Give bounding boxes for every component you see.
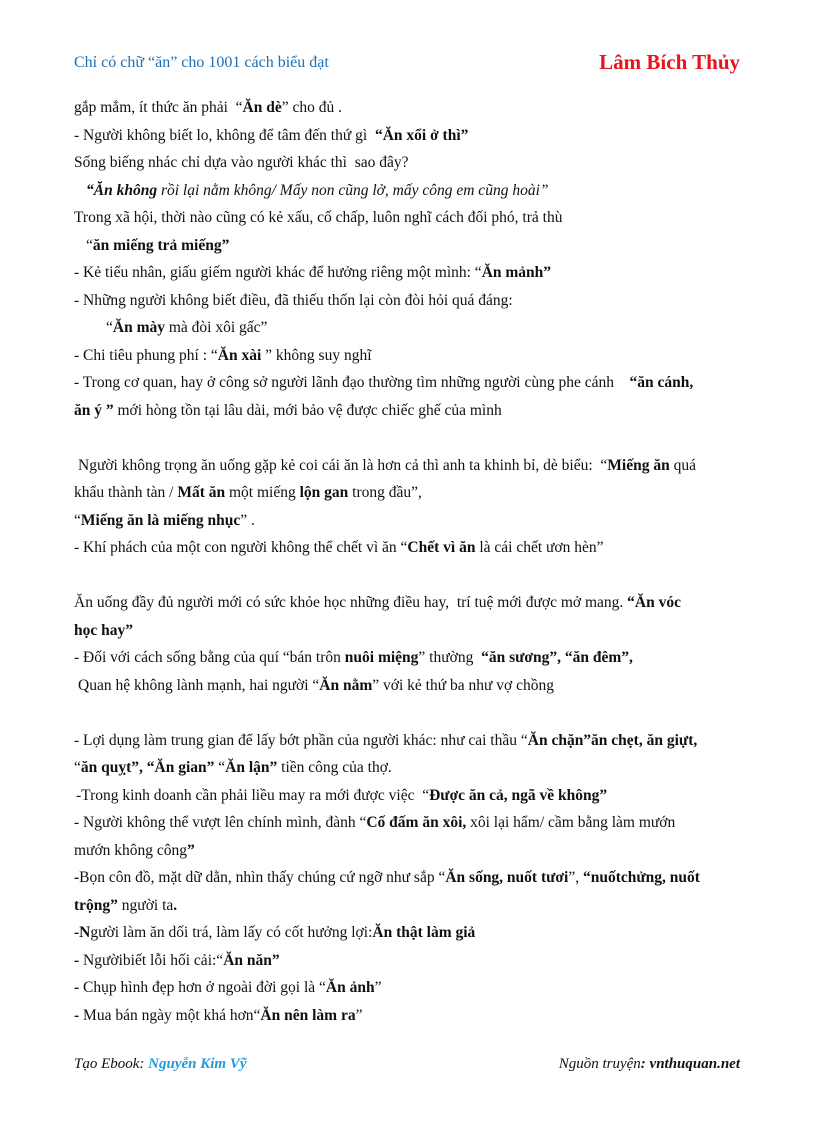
text-segment: “Ăn vóc [627, 594, 681, 611]
text-segment: - Trong cơ quan, hay ở công sở người lãnh đạo thường tìm những người cùng phe cánh [74, 374, 630, 391]
text-segment: trộng” [74, 896, 118, 914]
text-line [74, 754, 744, 782]
text-segment: Ăn thật làm giả [372, 924, 476, 941]
source-site: vnthuquan.net [649, 1056, 740, 1072]
text-segment: Ăn mảnh” [481, 264, 552, 281]
text-segment: Miếng ăn [607, 456, 670, 474]
text-segment: học hay” [74, 621, 133, 639]
text-segment: mà đòi xôi gấc” [165, 319, 268, 336]
text-segment: trong đầu”, [348, 484, 422, 501]
text-segment: Ăn xài [217, 346, 262, 364]
text-segment: ” không suy nghĩ [261, 346, 372, 364]
text-segment: Ăn nằm [319, 676, 373, 694]
text-line [74, 507, 744, 535]
text-segment: Bọn côn đồ, mặt dữ dằn, nhìn thấy chúng cứ ngỡ như sắp “ [79, 869, 446, 886]
text-segment: tiền công của thợ. [277, 759, 392, 776]
text-segment: Ăn ảnh [325, 979, 375, 996]
ebook-credit: Tạo Ebook: Nguyễn Kim Vỹ [74, 1056, 247, 1072]
text-line [74, 479, 744, 507]
text-segment: lộn gan [299, 484, 349, 501]
source-credit: Nguồn truyện: vnthuquan.net [558, 1056, 740, 1072]
text-segment: Ăn dè [242, 99, 282, 116]
text-line [74, 259, 744, 287]
text-segment: ” thường [418, 649, 482, 666]
text-segment: Cố đấm ăn xôi, [366, 814, 467, 831]
text-line [74, 1002, 744, 1030]
text-segment: “ [74, 759, 81, 776]
text-segment: Được ăn cả, ngã về không” [429, 786, 608, 804]
text-segment: - Người không thể vượt lên chính mình, đành “ [74, 814, 367, 831]
text-segment: Chụp hình đẹp hơn ở ngoài đời gọi là “ [79, 979, 326, 996]
text-segment: “ăn cánh, [629, 374, 694, 391]
text-segment: Người không trọng ăn uống gặp kẻ coi cái ăn là hơn cả thì anh ta khinh bỉ, dè biểu: “ [78, 456, 608, 474]
author-name: Lâm Bích Thủy [599, 50, 740, 74]
text-line [74, 342, 744, 370]
text-line [74, 397, 744, 425]
text-segment: - Chi tiêu phung phí : “ [74, 346, 218, 364]
text-segment: Ăn sống, nuốt tươi [445, 869, 569, 886]
text-line [74, 974, 744, 1002]
page-header [74, 50, 742, 78]
text-segment: “ [214, 759, 226, 776]
text-segment: “ăn sương”, “ăn đêm”, [481, 649, 633, 666]
text-segment: Ăn năn” [223, 951, 280, 969]
text-segment: - Kẻ tiểu nhân, giấu giếm người khác để hưởng riêng một mình: “ [74, 264, 482, 281]
text-line [74, 232, 744, 260]
text-line [74, 919, 744, 947]
text-segment: Ăn nên làm ra [260, 1006, 356, 1024]
text-segment: ” cho đủ . [281, 99, 342, 116]
text-line [74, 617, 744, 645]
text-segment: -Trong kinh doanh cần phải liều may ra mới được việc “ [76, 786, 430, 804]
text-line [74, 177, 744, 205]
text-segment: Mất ăn [177, 484, 226, 501]
text-line [74, 149, 744, 177]
document-body [74, 94, 744, 1029]
text-segment: - Đối với cách sống bằng của quí “bán trôn [74, 649, 345, 666]
text-line [74, 782, 744, 810]
text-segment: Chết vì ăn [407, 539, 476, 556]
text-segment: - Lợi dụng làm trung gian để lấy bớt phần của người khác: như cai thầu “ [74, 731, 528, 749]
text-segment: ” . [240, 511, 255, 529]
text-segment: - Những người không biết điều, đã thiếu thốn lại còn đòi hỏi quá đáng: [74, 291, 513, 309]
text-line [74, 452, 744, 480]
text-segment: nuôi miệng [344, 649, 419, 666]
text-line [74, 122, 744, 150]
text-segment: - Người không biết lo, không để tâm đến thứ gì [74, 126, 375, 144]
text-segment: Miếng ăn là miếng nhục [80, 511, 241, 529]
text-line [74, 864, 744, 892]
text-segment: - [74, 979, 80, 996]
text-segment: mới hòng tồn tại lâu dài, mới bảo vệ được chiếc ghế của mình [113, 401, 502, 419]
text-segment: “Ăn xổi ở thì” [374, 126, 469, 144]
text-line [74, 204, 744, 232]
text-line [74, 809, 744, 837]
text-segment: Sống biếng nhác chỉ dựa vào người khác thì sao đây? [74, 154, 409, 171]
text-segment: ” [187, 841, 195, 859]
text-segment: - [74, 869, 80, 886]
text-segment: “ [106, 319, 113, 336]
ebook-creator-name: Nguyễn Kim Vỹ [148, 1056, 247, 1072]
text-segment: người ta [117, 896, 174, 914]
text-segment: gắp mắm, ít thức ăn phải “ [74, 99, 243, 116]
text-line [74, 534, 744, 562]
text-segment: - [74, 951, 80, 969]
text-segment: “ [74, 511, 81, 529]
text-segment: ” [355, 1006, 363, 1024]
text-segment: gười làm ăn dối trá, làm lấy có cốt hưởng lợi: [90, 924, 373, 941]
text-segment: Ngườibiết lỗi hối cải:“ [79, 951, 224, 969]
text-segment: quá [669, 456, 696, 474]
text-segment: “nuốtchửng, nuốt [582, 869, 700, 886]
text-line [74, 947, 744, 975]
text-line [74, 892, 744, 920]
text-segment: Trong xã hội, thời nào cũng có kẻ xấu, cố chấp, luôn nghĩ cách đối phó, trả thù [74, 209, 563, 226]
text-segment: Quan hệ không lành mạnh, hai người “ [78, 676, 320, 694]
text-segment: -N [74, 924, 91, 941]
text-segment: Ăn chặn”ăn chẹt, ăn giựt, [527, 731, 698, 749]
text-segment: mướn không công [74, 841, 188, 859]
text-segment: Mua bán ngày một khá hơn“ [79, 1006, 261, 1024]
text-line [74, 589, 744, 617]
paragraph-spacer [74, 424, 744, 452]
text-segment: rồi lại nằm không/ Mấy non cũng lở, mấy công em cũng hoài” [157, 181, 549, 199]
text-segment: Ăn uống đầy đủ người mới có sức khỏe học những điều hay, trí tuệ mới được mở mang. [74, 594, 628, 611]
ebook-credit-label: Tạo Ebook [74, 1056, 140, 1072]
text-line [74, 727, 744, 755]
text-segment: ăn ý ” [74, 401, 114, 419]
text-line [74, 314, 744, 342]
text-segment: . [173, 896, 178, 914]
text-segment: ” [374, 979, 382, 996]
text-segment: khẩu thành tàn / [74, 484, 178, 501]
text-line [74, 837, 744, 865]
text-segment: xôi lại hẩm/ cầm bằng làm mướn [466, 814, 676, 831]
text-line [74, 94, 744, 122]
text-line [74, 672, 744, 700]
text-segment: ” với kẻ thứ ba như vợ chồng [372, 676, 554, 694]
text-segment: “ [86, 236, 93, 254]
text-segment: Ăn mày [112, 319, 165, 336]
text-segment: ”, [568, 869, 583, 886]
text-line [74, 287, 744, 315]
text-line [74, 369, 744, 397]
text-segment: “Ăn không [86, 181, 158, 199]
text-segment: - [74, 1006, 80, 1024]
text-segment: Ăn lận” [225, 759, 278, 776]
paragraph-spacer [74, 562, 744, 590]
text-line [74, 644, 744, 672]
text-segment: một miếng [225, 484, 300, 501]
text-segment: - Khí phách của một con người không thể chết vì ăn “ [74, 539, 408, 556]
text-segment: ăn quỵt”, “Ăn gian” [80, 759, 215, 776]
document-title: Chỉ có chữ “ăn” cho 1001 cách biểu đạt [74, 54, 329, 71]
paragraph-spacer [74, 699, 744, 727]
text-segment: ăn miếng trả miếng” [92, 236, 230, 254]
source-credit-label: Nguồn truyện [558, 1056, 641, 1072]
text-segment: là cái chết ươn hèn” [475, 539, 604, 556]
